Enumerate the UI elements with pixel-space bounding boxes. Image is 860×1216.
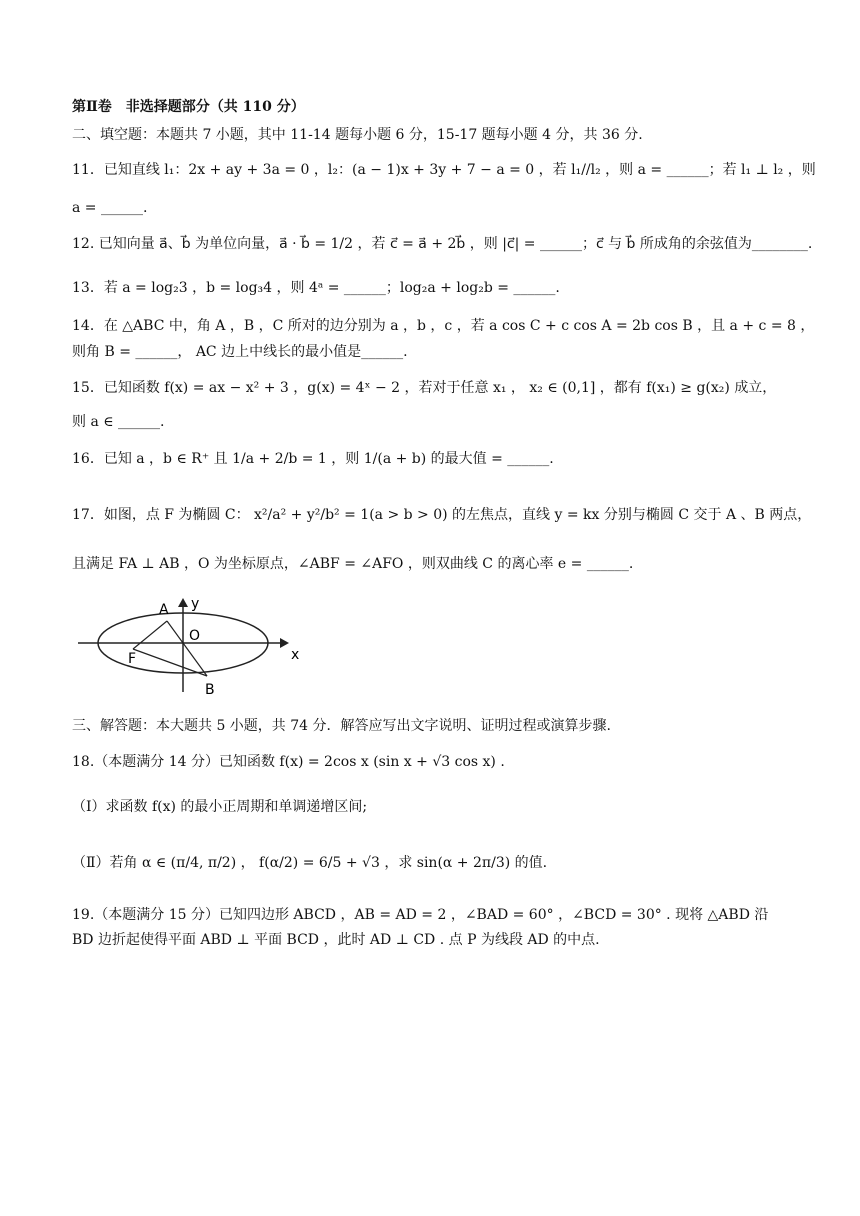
line-fa <box>133 621 167 649</box>
question-13: 13．若 a = log₂3 ，b = log₃4 ，则 4ᵃ = ______；log₂a + log₂b = ______. <box>72 280 560 296</box>
ellipse-figure <box>75 597 305 702</box>
question-18: 18.（本题满分 14 分）已知函数 f(x) = 2cos x (sin x + √3 cos x) . <box>72 754 505 770</box>
question-14-line2: 则角 B = ______， AC 边上中线长的最小值是______. <box>72 344 408 360</box>
question-17-line2: 且满足 FA ⊥ AB ，O 为坐标原点，∠ABF = ∠AFO ，则双曲线 C 的离心率 e = ______. <box>72 556 634 572</box>
question-18-part1: （Ⅰ）求函数 f(x) 的最小正周期和单调递增区间; <box>72 799 368 815</box>
label-x: x <box>291 647 300 663</box>
line-ab <box>167 621 207 676</box>
question-17-line1: 17．如图，点 F 为椭圆 C： x²/a² + y²/b² = 1(a > b > 0) 的左焦点，直线 y = kx 分别与椭圆 C 交于 A 、B 两点， <box>72 507 812 523</box>
question-12: 12. 已知向量 a⃗、b⃗ 为单位向量，a⃗ · b⃗ = 1/2 ，若 c⃗ = a⃗ + 2b⃗ ，则 |c⃗| = ______；c⃗ 与 b⃗ 所成角的余弦值为________. <box>72 236 813 252</box>
question-19-line2: BD 边折起使得平面 ABD ⊥ 平面 BCD ，此时 AD ⊥ CD . 点 P 为线段 AD 的中点. <box>72 932 600 948</box>
x-axis-arrow-icon <box>280 638 289 648</box>
label-b: B <box>205 682 215 698</box>
question-18-part2: （Ⅱ）若角 α ∈ (π/4, π/2) ， f(α/2) = 6/5 + √3 ，求 sin(α + 2π/3) 的值. <box>72 855 548 871</box>
question-16: 16．已知 a ，b ∈ R⁺ 且 1/a + 2/b = 1 ，则 1/(a + b) 的最大值 = ______. <box>72 451 554 467</box>
section3-heading: 三、解答题：本大题共 5 小题，共 74 分．解答应写出文字说明、证明过程或演算步骤. <box>72 718 611 734</box>
label-o: O <box>189 628 201 644</box>
part2-title: 第Ⅱ卷 非选择题部分（共 110 分） <box>72 99 305 115</box>
question-15-line2: 则 a ∈ ______. <box>72 414 165 430</box>
label-f: F <box>128 651 137 667</box>
y-axis-arrow-icon <box>178 598 188 607</box>
section2-heading: 二、填空题：本题共 7 小题，其中 11-14 题每小题 6 分，15-17 题每小题 4 分，共 36 分. <box>72 127 643 143</box>
question-11-line2: a = ______. <box>72 200 148 216</box>
question-11-line1: 11．已知直线 l₁：2x + ay + 3a = 0 ，l₂：(a − 1)x + 3y + 7 − a = 0 ，若 l₁//l₂ ，则 a = ______；若 l₁ ⊥ l₂ ，则 <box>72 162 816 178</box>
question-15-line1: 15．已知函数 f(x) = ax − x² + 3 ，g(x) = 4ˣ − 2 ，若对于任意 x₁ ， x₂ ∈ (0,1] ，都有 f(x₁) ≥ g(x₂) 成立， <box>72 380 777 396</box>
label-a: A <box>159 602 169 618</box>
label-y: y <box>191 597 200 612</box>
question-19-line1: 19.（本题满分 15 分）已知四边形 ABCD ，AB = AD = 2 ，∠BAD = 60° ，∠BCD = 30° . 现将 △ABD 沿 <box>72 907 769 923</box>
question-14-line1: 14．在 △ABC 中，角 A ，B ，C 所对的边分别为 a ，b ，c ，若 a cos C + c cos A = 2b cos B ，且 a + c = 8 ， <box>72 318 815 334</box>
